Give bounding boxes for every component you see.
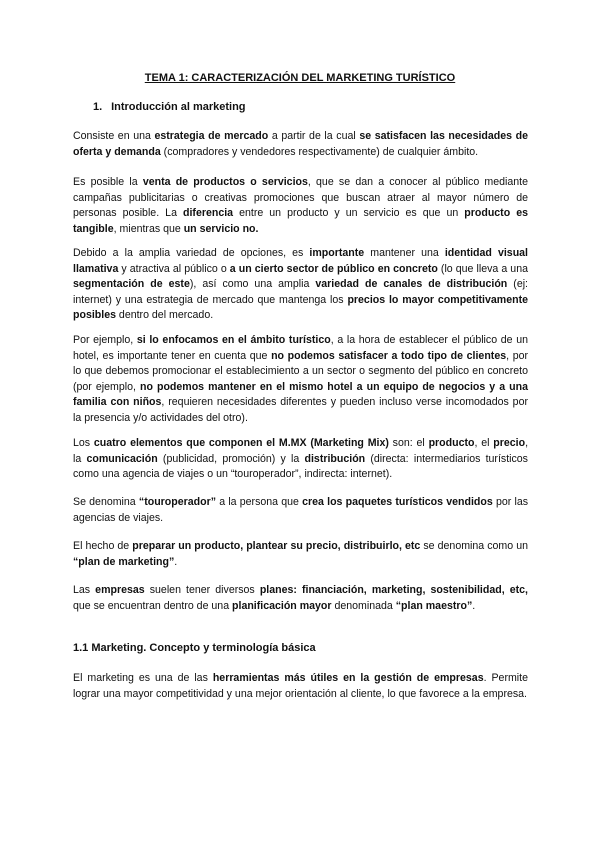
bold-run: “plan de marketing”	[73, 555, 175, 568]
text-run: (publicidad, promoción) y la	[157, 452, 305, 465]
text-run: . Permite lograr una mayor competitividad y una mejor orientación al cliente, lo que favorece a la empresa.	[73, 672, 528, 700]
bold-run: no podemos satisfacer a todo tipo de clientes	[271, 349, 507, 362]
text-run: .	[174, 555, 178, 568]
text-run: denominada	[331, 599, 396, 612]
bold-run: no podemos mantener en el mismo hotel a un equipo de negocios y a una familia con niños	[73, 380, 528, 408]
bold-run: se satisfacen las necesidades de oferta y demanda	[73, 130, 528, 158]
text-run: (compradores y vendedores respectivamente) de cualquier ámbito.	[160, 145, 479, 158]
bold-run: segmentación de este	[73, 278, 190, 290]
text-run: , que se dan a conocer al público mediante campañas publicitarias o creativas promociones que buscan atraer al mayor número de personas posible. La	[73, 176, 529, 219]
bold-run: un servicio no.	[183, 222, 259, 235]
paragraph	[73, 333, 528, 426]
text-run: a la persona que	[216, 496, 303, 508]
text-run: suelen tener diversos	[144, 584, 260, 596]
text-run: , el	[474, 437, 494, 449]
bold-run: diferencia	[183, 207, 234, 219]
paragraph	[73, 671, 528, 702]
bold-run: producto	[428, 437, 475, 449]
text-run: , la	[73, 437, 529, 465]
paragraph	[73, 129, 528, 160]
text-run: , requieren necesidades diferentes y pueden incluso verse incomodados por la presencia y/o actividades del otro).	[73, 396, 528, 424]
text-run: El hecho de	[73, 540, 133, 552]
section-heading-1	[93, 101, 246, 113]
bold-run: a un cierto sector de público en concreto	[229, 262, 438, 275]
text-run: por las agencias de viajes.	[73, 496, 529, 524]
subsection-heading: 1.1 Marketing. Concepto y terminología básica	[73, 642, 316, 654]
bold-run: preparar un producto, plantear su precio, distribuirlo, etc	[132, 540, 421, 552]
text-run: .	[472, 599, 476, 612]
paragraph	[73, 539, 528, 570]
bold-run: planificación mayor	[232, 599, 332, 612]
paragraph	[73, 495, 528, 526]
text-run: dentro del mercado.	[115, 309, 214, 321]
bold-run: importante	[309, 247, 365, 259]
text-run: Los	[73, 437, 94, 449]
text-run: , mientras que	[113, 222, 184, 235]
bold-run: herramientas más útiles en la gestión de empresas	[212, 672, 484, 684]
paragraph	[73, 246, 528, 324]
text-run: , por lo que debemos promocionar el establecimiento a un sector o segmento del público en concreto (por ejemplo,	[73, 349, 529, 393]
bold-run: estrategia de mercado	[154, 130, 269, 142]
bold-run: comunicación	[86, 452, 158, 465]
bold-run: cuatro elementos que componen el M.MX (Marketing Mix)	[93, 437, 389, 449]
text-run: (directa: intermediarios turísticos como una agencia de viajes o un “touroperador”, indirecta: internet).	[73, 452, 528, 480]
section-heading-text: Introducción al marketing	[111, 101, 246, 113]
text-run: Consiste en una	[73, 130, 155, 142]
bold-run: si lo enfocamos en el ámbito turístico	[136, 334, 331, 346]
text-run: Por ejemplo,	[73, 334, 137, 346]
paragraph	[73, 175, 528, 237]
text-run: Se denomina	[73, 496, 139, 508]
bold-run: producto es tangible	[73, 207, 529, 235]
bold-run: “touroperador”	[138, 496, 217, 508]
bold-run: precios lo mayor competitivamente posibles	[73, 293, 528, 321]
text-run: a partir de la cual	[268, 130, 360, 142]
page-title: TEMA 1: CARACTERIZACIÓN DEL MARKETING TURÍSTICO	[144, 72, 456, 84]
text-run: Debido a la amplia variedad de opciones, es	[73, 247, 310, 259]
paragraph	[73, 436, 528, 483]
bold-run: crea los paquetes turísticos vendidos	[302, 496, 493, 508]
text-run: ), así como una amplia	[189, 278, 316, 290]
text-run: (lo que lleva a una	[437, 262, 528, 275]
text-run: Es posible la	[73, 176, 143, 188]
bold-run: distribución	[304, 452, 366, 465]
text-run: se denomina como un	[420, 540, 528, 552]
text-run: son: el	[388, 437, 429, 449]
bold-run: planes: financiación, marketing, sostenibilidad, etc,	[259, 584, 528, 596]
paragraph	[73, 583, 528, 614]
bold-run: “plan maestro”	[395, 599, 473, 612]
text-run: , a la hora de establecer el público de un hotel, es importante tener en cuenta que	[73, 334, 528, 362]
bold-run: venta de productos o servicios	[142, 176, 308, 188]
bold-run: precio	[493, 437, 526, 449]
text-run: (ej: internet) y una estrategia de mercado que mantenga los	[73, 278, 529, 306]
text-run: entre un producto y un servicio es que un	[233, 207, 465, 219]
section-number: 1.	[93, 101, 103, 113]
bold-run: empresas	[95, 584, 145, 596]
bold-run: identidad visual llamativa	[73, 247, 528, 275]
text-run: El marketing es una de las	[73, 672, 213, 684]
bold-run: variedad de canales de distribución	[315, 278, 508, 290]
text-run: mantener una	[364, 247, 445, 259]
text-run: y atractiva al público o	[118, 262, 230, 275]
text-run: que se encuentran dentro de una	[73, 599, 233, 612]
text-run: Las	[73, 584, 96, 596]
